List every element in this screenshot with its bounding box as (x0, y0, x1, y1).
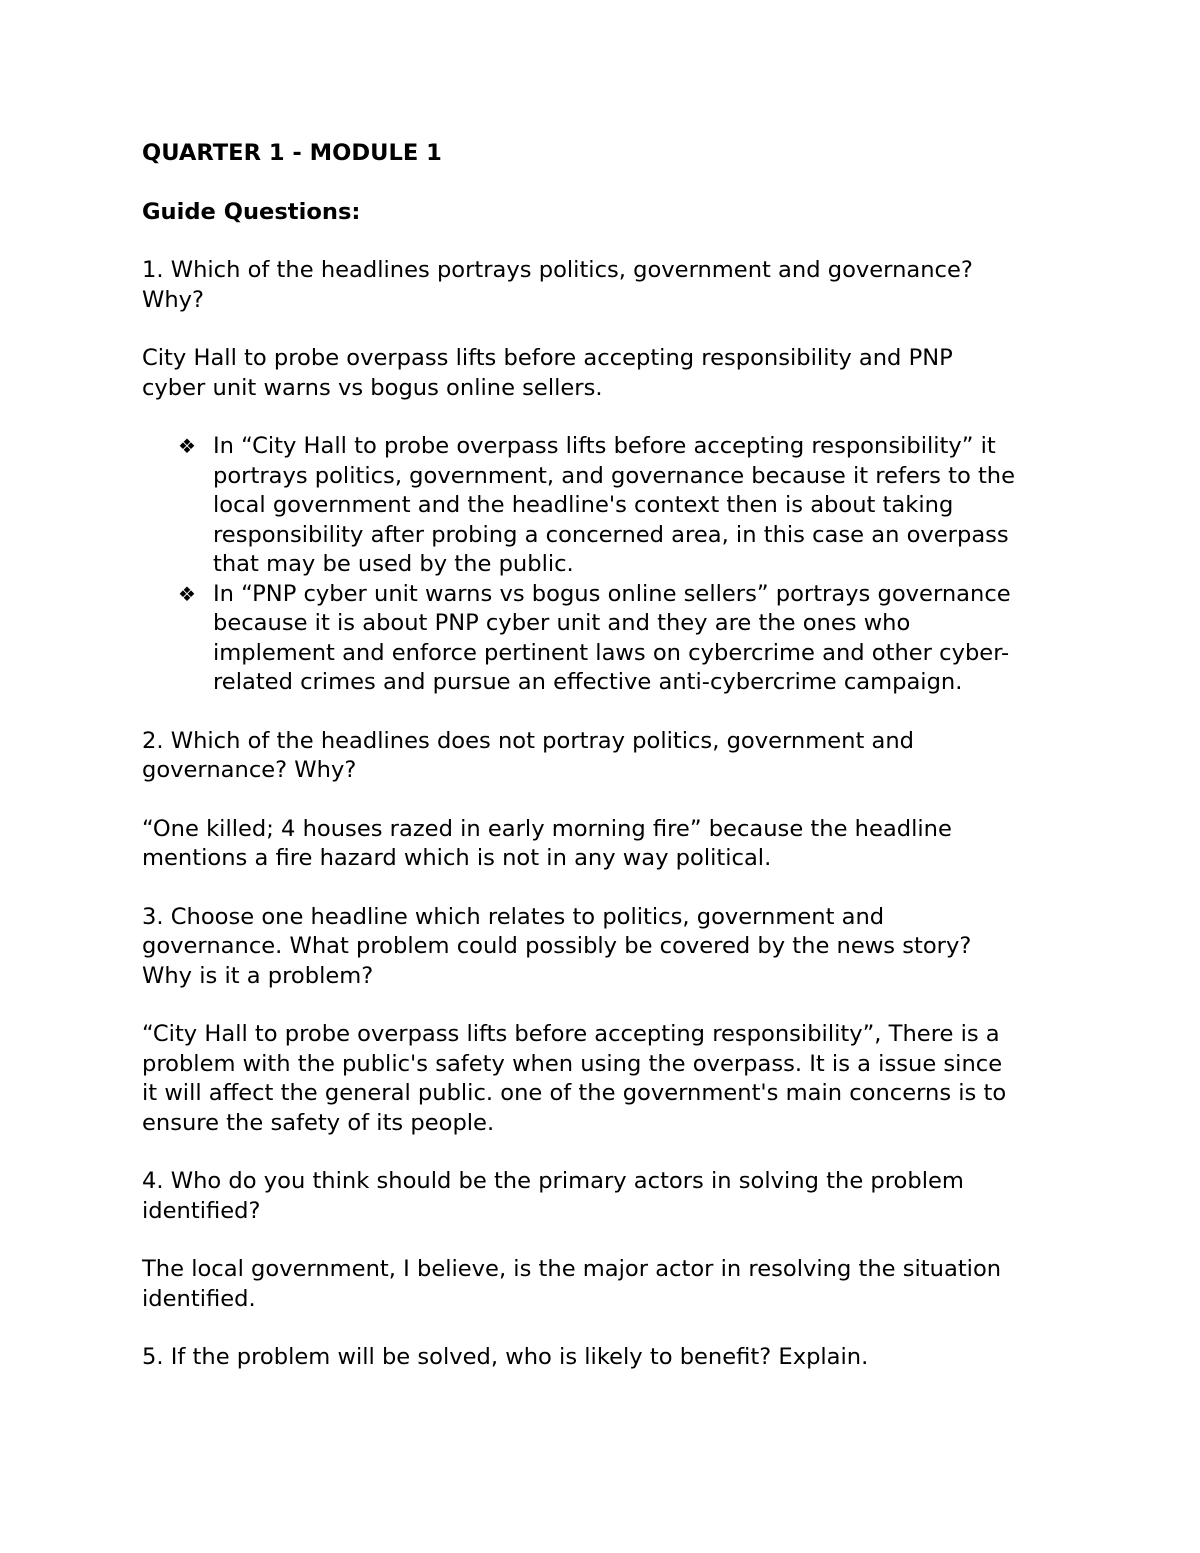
question-2-line: governance? Why? (142, 757, 357, 783)
question-4-line: 4. Who do you think should be the primary actors in solving the problem (142, 1168, 964, 1194)
answer-4-line: identified. (142, 1285, 256, 1312)
answer-1-line: City Hall to probe overpass lifts before accepting responsibility and PNP (142, 345, 953, 371)
question-3-line: Why is it a problem? (142, 962, 374, 989)
bullet-item (142, 580, 1072, 698)
document-title: QUARTER 1 - MODULE 1 (142, 140, 442, 166)
guide-questions-heading: Guide Questions: (142, 198, 361, 225)
question-1 (142, 256, 1072, 315)
answer-4-line: The local government, I believe, is the major actor in resolving the situation (142, 1256, 1002, 1282)
bullet-line: implement and enforce pertinent laws on cybercrime and other cyber- (213, 639, 1010, 666)
question-2-line: 2. Which of the headlines does not portray politics, government and (142, 727, 914, 754)
answer-3-line: ensure the safety of its people. (142, 1109, 495, 1136)
answer-1-bullet-list (142, 432, 1072, 698)
question-4-line: identified? (142, 1197, 261, 1224)
bullet-line: local government and the headline's context then is about taking (213, 492, 954, 518)
question-1-line: Why? (142, 286, 205, 313)
four-diamond-bullet-icon: ❖ (178, 434, 196, 458)
bullet-line: related crimes and pursue an effective anti-cybercrime campaign. (213, 669, 963, 695)
bullet-line: that may be used by the public. (213, 551, 574, 577)
question-1-line: 1. Which of the headlines portrays politics, government and governance? (142, 257, 973, 283)
bullet-line: In “City Hall to probe overpass lifts before accepting responsibility” it (213, 433, 996, 459)
bullet-line: portrays politics, government, and governance because it refers to the (213, 462, 1016, 489)
answer-4 (142, 1255, 1072, 1314)
answer-1 (142, 344, 1072, 403)
question-3 (142, 903, 1072, 992)
question-3-line: 3. Choose one headline which relates to politics, government and (142, 903, 885, 930)
question-5-line: 5. If the problem will be solved, who is likely to benefit? Explain. (142, 1344, 869, 1370)
bullet-line: In “PNP cyber unit warns vs bogus online sellers” portrays governance (213, 580, 1011, 607)
answer-3-line: it will affect the general public. one of the government's main concerns is to (142, 1080, 1007, 1106)
answer-3-line: “City Hall to probe overpass lifts before accepting responsibility”, There is a (142, 1021, 1000, 1047)
document-page (142, 139, 1072, 1402)
bullet-line: responsibility after probing a concerned area, in this case an overpass (213, 521, 1009, 548)
bullet-item (142, 432, 1072, 580)
question-2 (142, 727, 1072, 786)
answer-2-line: “One killed; 4 houses razed in early morning fire” because the headline (142, 815, 952, 842)
four-diamond-bullet-icon: ❖ (178, 581, 196, 606)
answer-2 (142, 815, 1072, 874)
answer-1-line: cyber unit warns vs bogus online sellers. (142, 374, 603, 401)
answer-3 (142, 1020, 1072, 1138)
question-5 (142, 1343, 1072, 1373)
answer-3-line: problem with the public's safety when using the overpass. It is a issue since (142, 1050, 1003, 1077)
question-3-line: governance. What problem could possibly be covered by the news story? (142, 933, 972, 959)
bullet-line: because it is about PNP cyber unit and they are the ones who (213, 610, 911, 636)
answer-2-line: mentions a fire hazard which is not in any way political. (142, 845, 772, 871)
question-4 (142, 1167, 1072, 1226)
